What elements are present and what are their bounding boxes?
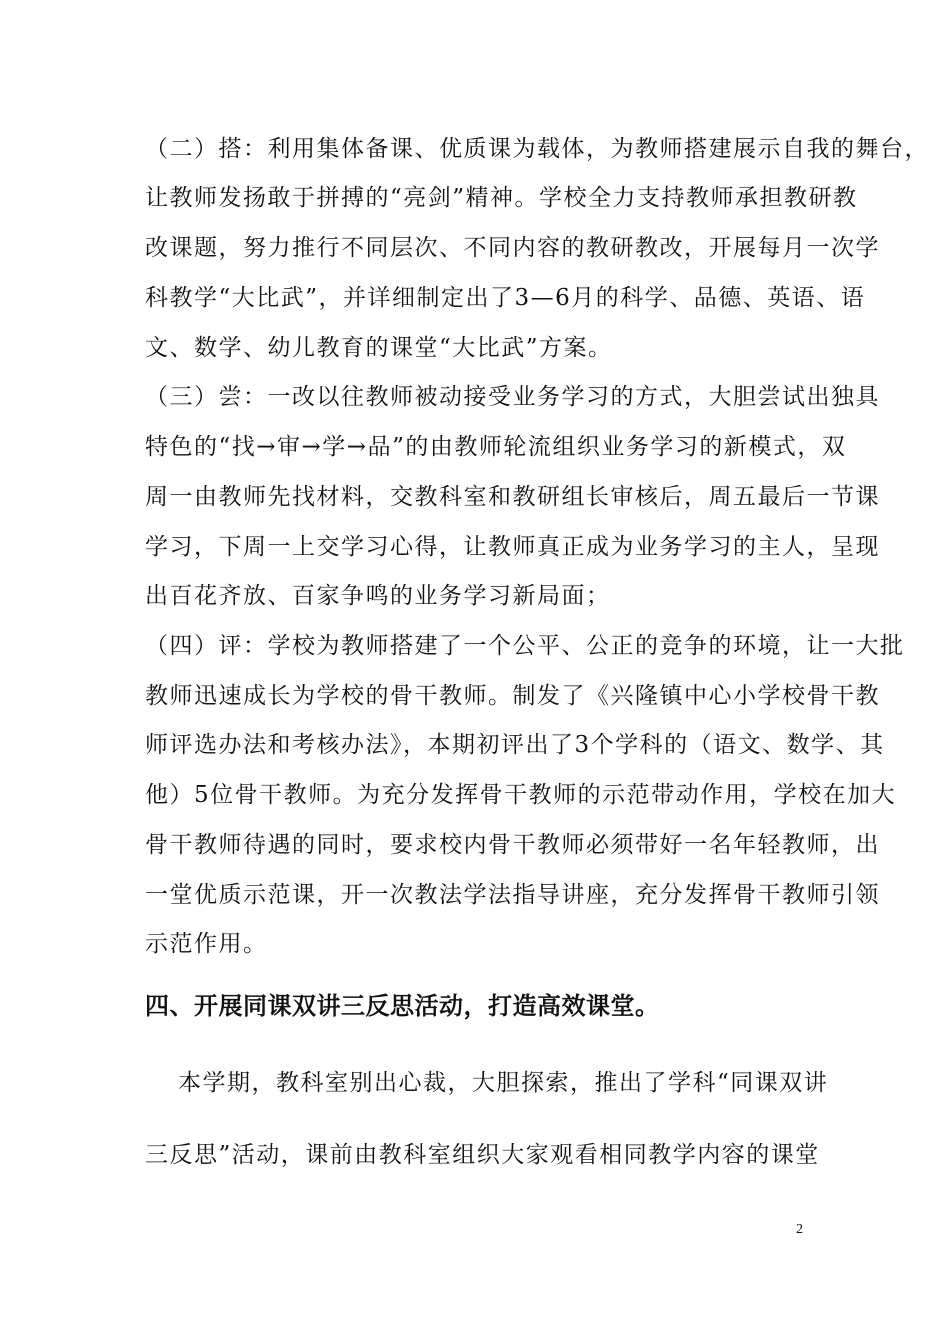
- body-line: （四）评：学校为教师搭建了一个公平、公正的竞争的环境，让一大批: [145, 633, 905, 659]
- body-line: 文、数学、幼儿教育的课堂“大比武”方案。: [145, 335, 613, 361]
- body-line: （二）搭：利用集体备课、优质课为载体，为教师搭建展示自我的舞台，: [145, 136, 929, 162]
- body-line: 特色的“找→审→学→品”的由教师轮流组织业务学习的新模式，双: [145, 434, 847, 460]
- body-line: 他）5位骨干教师。为充分发挥骨干教师的示范带动作用，学校在加大: [145, 782, 897, 808]
- body-line: 让教师发扬敢于拼搏的“亮剑”精神。学校全力支持教师承担教研教: [145, 185, 858, 211]
- section-heading: 四、开展同课双讲三反思活动，打造高效课堂。: [145, 992, 660, 1020]
- paragraph-line: 三反思”活动，课前由教科室组织大家观看相同教学内容的课堂: [145, 1142, 820, 1168]
- body-line: 周一由教师先找材料，交教科室和教研组长审核后，周五最后一节课: [145, 484, 880, 510]
- body-line: 示范作用。: [145, 931, 268, 957]
- body-line: （三）尝：一改以往教师被动接受业务学习的方式，大胆尝试出独具: [145, 384, 880, 410]
- body-line: 科教学“大比武”，并详细制定出了3—6月的科学、品德、英语、语: [145, 285, 866, 311]
- body-line: 骨干教师待遇的同时，要求校内骨干教师必须带好一名年轻教师，出: [145, 832, 880, 858]
- page-number: 2: [796, 1222, 803, 1237]
- body-line: 一堂优质示范课，开一次教法学法指导讲座，充分发挥骨干教师引领: [145, 882, 880, 908]
- body-line: 教师迅速成长为学校的骨干教师。制发了《兴隆镇中心小学校骨干教: [145, 683, 880, 709]
- paragraph-line: 本学期，教科室别出心裁，大胆探索，推出了学科“同课双讲: [178, 1070, 829, 1096]
- body-line: 师评选办法和考核办法》，本期初评出了3个学科的（语文、数学、其: [145, 732, 885, 758]
- body-line: 出百花齐放、百家争鸣的业务学习新局面；: [145, 583, 611, 609]
- body-line: 改课题，努力推行不同层次、不同内容的教研教改，开展每月一次学: [145, 235, 880, 261]
- body-line: 学习，下周一上交学习心得，让教师真正成为业务学习的主人，呈现: [145, 534, 880, 560]
